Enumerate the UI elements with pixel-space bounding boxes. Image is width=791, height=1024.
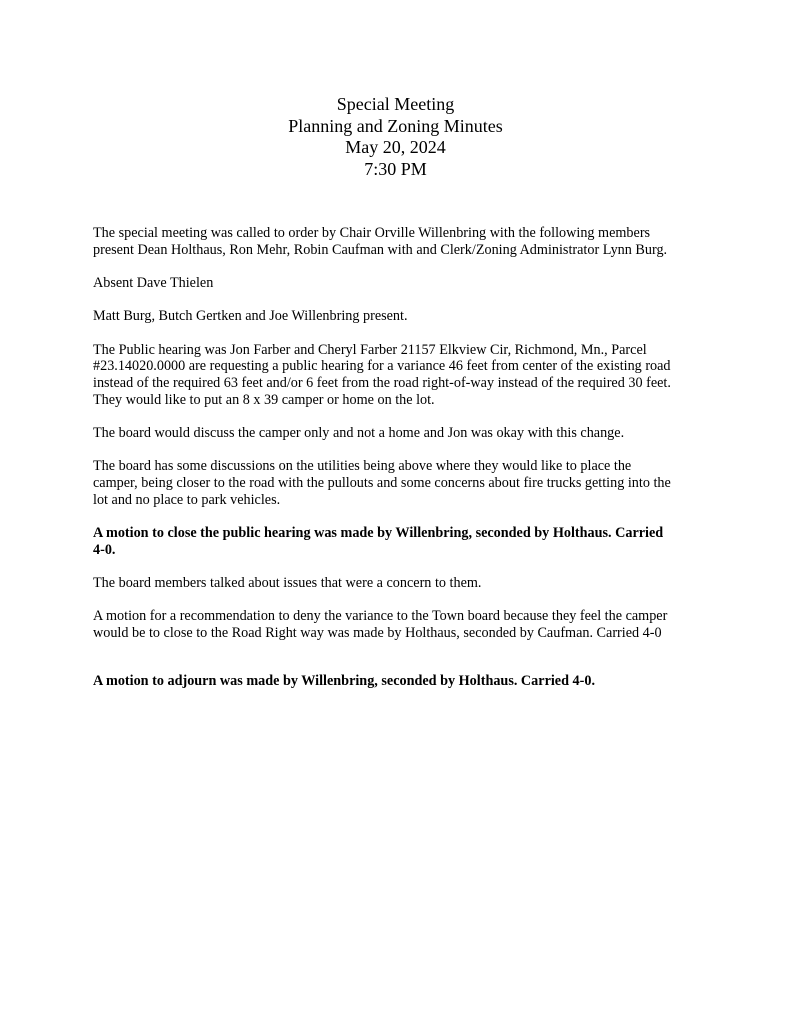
paragraph-line: A motion to close the public hearing was made by Willenbring, seconded by Holthaus. Carried	[93, 524, 664, 541]
call-to-order-paragraph	[93, 225, 713, 258]
paragraph-line: Absent Dave Thielen	[93, 274, 214, 291]
paragraph-line: The board has some discussions on the utilities being above where they would like to place the	[93, 458, 632, 475]
attendees-paragraph	[93, 308, 713, 325]
paragraph-line: They would like to put an 8 x 39 camper or home on the lot.	[93, 391, 435, 408]
deny-variance-motion	[93, 608, 713, 641]
camper-discussion-paragraph	[93, 425, 713, 442]
paragraph-line: instead of the required 63 feet and/or 6 feet from the road right-of-way instead of the required 30 feet.	[93, 374, 671, 391]
board-concerns-paragraph	[93, 575, 713, 592]
paragraph-line: camper, being closer to the road with the pullouts and some concerns about fire trucks getting into the	[93, 474, 671, 491]
paragraph-line: The Public hearing was Jon Farber and Cheryl Farber 21157 Elkview Cir, Richmond, Mn., Parcel	[93, 341, 647, 358]
paragraph-line: #23.14020.0000 are requesting a public hearing for a variance 46 feet from center of the existing road	[93, 358, 671, 375]
meeting-time: 7:30 PM	[364, 158, 427, 179]
paragraph-line: A motion to adjourn was made by Willenbring, seconded by Holthaus. Carried 4-0.	[93, 673, 595, 690]
document-title: Planning and Zoning Minutes	[288, 115, 503, 136]
document-body	[93, 225, 713, 707]
document-header	[0, 94, 791, 180]
paragraph-line: 4-0.	[93, 541, 116, 558]
paragraph-line: would be to close to the Road Right way was made by Holthaus, seconded by Caufman. Carried 4-0	[93, 624, 662, 641]
meeting-type: Special Meeting	[336, 94, 455, 114]
paragraph-line: Matt Burg, Butch Gertken and Joe Willenbring present.	[93, 308, 408, 325]
meeting-date: May 20, 2024	[345, 137, 446, 157]
absent-paragraph	[93, 275, 713, 292]
adjourn-motion	[93, 673, 713, 690]
paragraph-line: The board members talked about issues that were a concern to them.	[93, 574, 482, 591]
paragraph-line: lot and no place to park vehicles.	[93, 491, 281, 508]
paragraph-line: The special meeting was called to order by Chair Orville Willenbring with the following members	[93, 225, 651, 241]
paragraph-line: The board would discuss the camper only and not a home and Jon was okay with this change.	[93, 424, 625, 441]
close-hearing-motion	[93, 525, 713, 558]
public-hearing-paragraph	[93, 342, 713, 408]
paragraph-line: A motion for a recommendation to deny the variance to the Town board because they feel the camper	[93, 608, 668, 625]
paragraph-line: present Dean Holthaus, Ron Mehr, Robin Caufman with and Clerk/Zoning Administrator Lynn Burg.	[93, 241, 668, 258]
utilities-discussion-paragraph	[93, 458, 713, 508]
